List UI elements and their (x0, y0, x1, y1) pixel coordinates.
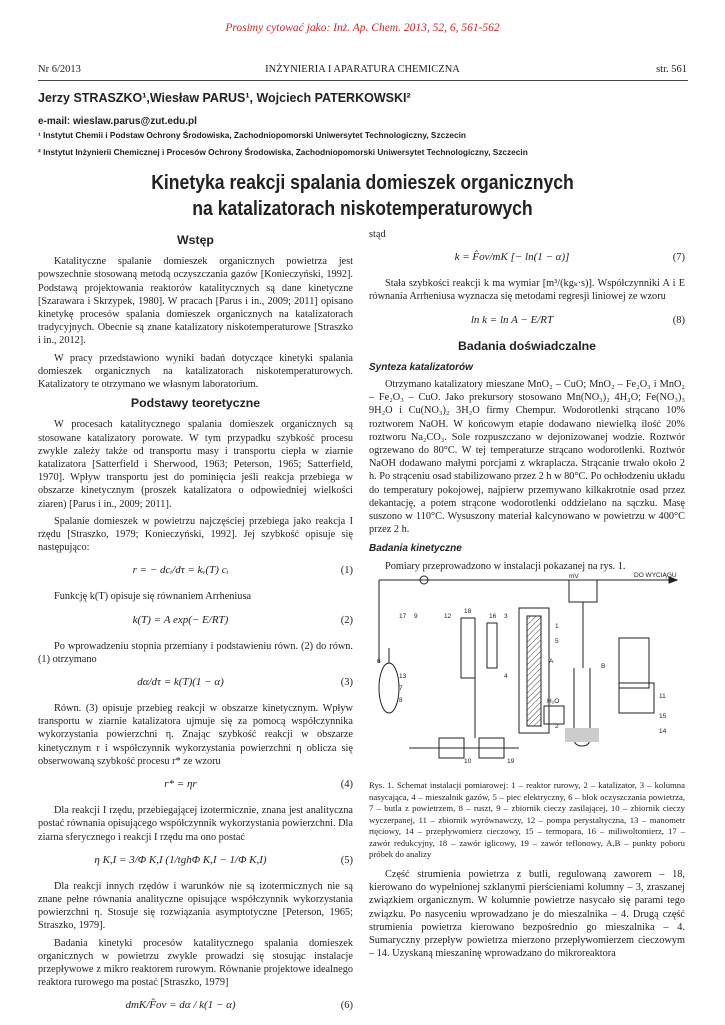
label-5: 5 (555, 638, 559, 645)
label-16: 16 (489, 613, 497, 620)
label-17: 17 (399, 613, 407, 620)
theory-paragraph-1: W procesach katalitycznego spalania domieszek organicznych są stosowane katalizatory porowate. W tym przypadku szybkość procesu zwykle zależy także od transportu masy i transportu ciepła w ziarnie katalizatora [Satterfield i Sherwood, 1963; Peterson, 1965; Satterfield, 1970]. Wpływ transportu jest do pominięcia jeśli reakcja przebiega w obszarze kinetycznym (proszek katalizatora o odpowiedniej wielkości ziaren) [Parus i in., 2009; 2011]. (38, 419, 353, 510)
stad-word: stąd (369, 229, 386, 240)
label-exhaust: DO WYCIĄGU (634, 572, 677, 579)
equation-4-formula: r* = ηr (164, 778, 197, 791)
equation-1-number: (1) (340, 565, 353, 577)
issue-number: Nr 6/2013 (38, 64, 81, 75)
citation-note: Prosimy cytować jako: Inż. Ap. Chem. 2013, 52, 6, 561-562 (225, 22, 500, 34)
intro-paragraph-1: Katalityczne spalanie domieszek organicznych powietrza jest powszechnie stosowaną metodą oczyszczania gazów [Konieczyński, 1992]. Podstawą projektowania reaktorów katalitycznych są dane kinetyczne [Szarawara i Skrzypek, 1980]. W pracach [Parus i in., 2009; 2011] opisano kinetykę procesów spalania domieszek organicznych na katalizatorach tradycyjnych. Obecnie są znane katalizatory niskotemperaturowe [Straszko i in., 2012]. (38, 256, 353, 347)
equation-8-formula: ln k = ln A − E/RT (470, 313, 554, 326)
label-9: 9 (414, 613, 418, 620)
theory-paragraph-3: Funkcję k(T) opisuje się równaniem Arrheniusa (54, 591, 252, 603)
label-4: 4 (504, 673, 508, 680)
equation-6 (38, 995, 353, 1019)
intro-paragraph-2: W pracy przedstawiono wyniki badań dotyczące kinetyki spalania domieszek organicznych na katalizatorach niskotemperaturowych. Katalizatory te otrzymano we własnym laboratorium. (38, 352, 353, 391)
section-intro: Wstęp (177, 233, 214, 247)
label-11: 11 (659, 693, 666, 700)
label-1: 1 (555, 623, 559, 630)
paper-title (44, 170, 682, 222)
procedure-paragraph: Część strumienia powietrza z butli, regulowaną zaworem – 18, kierowano do wypełnionej szklanymi pierścieniami kolumny – 3, zraszanej związkiem organicznym. W kolumnie powietrze nasycało się parami tego związku. Po nasyceniu wprowadzano je do mieszalnika – 4. Drugą część strumienia powietrza kierowano bezpośrednio go mieszalnika – 4. Sumaryczny przepływ powietrza mierzono przepływomierzem cieczowym – 14. Uzyskaną mieszaninę wprowadzano do mikroreaktora (369, 869, 685, 960)
apparatus-schematic (369, 568, 685, 768)
equation-2-formula: k(T) = A exp(− E/RT) (132, 613, 229, 626)
reactor-tube (527, 616, 541, 726)
equation-5-formula: η K,I = 3/Φ K,I (1/tghΦ K,I − 1/Φ K,I) (94, 853, 267, 866)
section-theory: Podstawy teoretyczne (130, 396, 261, 411)
equation-6-number: (6) (340, 1000, 353, 1012)
label-3: 3 (504, 613, 508, 620)
millivoltmeter (569, 580, 597, 602)
theory-paragraph-6: Dla reakcji I rzędu, przebiegającej izotermicznie, znana jest analityczna postać równania opisującego współczynnik wykorzystania powierzchni. Dla ziarna sferycznego i reakcji I rzędu ma ono postać (38, 805, 353, 843)
equation-3-number: (3) (340, 677, 353, 689)
authors: Jerzy STRASZKO¹,Wiesław PARUS¹, Wojciech PATERKOWSKI² (38, 91, 411, 105)
equation-1 (38, 560, 353, 584)
theory-paragraph-8: Badania kinetyki procesów katalitycznego spalania domieszek organicznych w powietrzu zwykle prowadzi się stosując instalacje przepływowe z mikro reaktorem rurowym. Równanie projektowe idealnego reaktora rurowego ma postać [Straszko, 1979] (38, 937, 353, 989)
theory-paragraph-2: Spalanie domieszek w powietrzu najczęściej przebiega jako reakcja I rzędu [Straszko, 1979; Konieczyński, 1992]. Jej szybkość opisuje się następująco: (38, 515, 353, 554)
label-6: 6 (377, 658, 381, 665)
right-paragraph-1: Stała szybkości reakcji k ma wymiar [m³/(kgₖ·s)]. Współczynniki A i E równania Arrheniusa wyznacza się metodami regresji liniowej ze wzoru (369, 278, 685, 303)
label-13: 13 (399, 673, 407, 680)
subsection-kinetics: Badania kinetyczne (369, 543, 462, 555)
label-10: 10 (464, 758, 472, 765)
tank-upper (619, 638, 649, 688)
equation-2-number: (2) (340, 614, 353, 626)
email: e-mail: wieslaw.parus@zut.edu.pl (38, 116, 197, 127)
affiliation-1: ¹ Instytut Chemii i Podstaw Ochrony Środowiska, Zachodniopomorski Uniwersytet Technologiczny, Szczecin (38, 130, 466, 140)
saturation-column (461, 618, 475, 678)
synthesis-paragraph: Otrzymano katalizatory mieszane MnO₂ – CuO; MnO₂ – Fe₂O₃ i MnO₂ – Fe₂O₃ – CuO. Jako prekursory stosowano Mn(NO₃)₂ 4H₂O; Fe(NO₃)₃ 9H₂O i Cu(NO₃)₂ 3H₂O firmy Chempur. Wodorotlenki strącano 10% roztworem NaOH. W końcowym etapie dodawano niewielką ilość 20% roztworu Na₂CO₃. Sole rozpuszczano w dejonizowanej wodzie. Roztwór ogrzewano do 80°C. W tej temperaturze strącano wodorotlenki. Roztwór NaOH dodawano małymi porcjami z wkraplacza. Strącanie trwało około 2 h. Po strąceniu osad stabilizowano przez 2 h w 80°C. Po ochłodzeniu układu do temperatury pokojowej, najpierw przemywano kilkakrotnie osad przez dekantację, a potem strącone wodorotlenki oddzielano na sączku. Masę suszono w 110°C. Wysuszony materiał kalcynowano w powietrzu w 400°C przez 2 h. (369, 379, 685, 536)
label-mv: mV (569, 573, 579, 580)
right-column-bottom (369, 868, 685, 964)
equation-4-number: (4) (340, 779, 353, 791)
page-number: str. 561 (656, 64, 687, 75)
theory-paragraph-4: Po wprowadzeniu stopnia przemiany i podstawieniu równ. (2) do równ. (1) otrzymano (38, 640, 353, 665)
theory-paragraph-7: Dla reakcji innych rzędów i warunków nie są izotermicznych nie są znane pełne równania analityczne opisujące współczynnik wykorzystania powierzchni η. Stosuje się rozwiązania asymptotyczne [Peterson, 1965; Straszko, 1979]. (38, 880, 353, 932)
air-bottle (379, 663, 399, 713)
equation-7-formula: k = F̂ov/mK [− ln(1 − α)] (454, 251, 570, 264)
subsection-synthesis: Synteza katalizatorów (369, 361, 473, 373)
label-a: A (549, 658, 554, 665)
equation-5-number: (5) (340, 854, 353, 866)
water-tank (544, 706, 564, 724)
title-line-2: na katalizatorach niskotemperaturowych (192, 198, 533, 220)
label-7: 7 (399, 685, 403, 692)
label-12: 12 (444, 613, 452, 620)
equation-1-formula: r = − dcᵢ/dτ = kᵥ(T) cᵢ (132, 564, 229, 577)
label-15: 15 (659, 713, 667, 720)
equation-7-number: (7) (672, 252, 685, 264)
rotameter (487, 623, 497, 668)
equation-4 (38, 774, 353, 798)
left-column (38, 228, 353, 1025)
label-19: 19 (507, 758, 515, 765)
label-14: 14 (659, 728, 667, 735)
label-2: 2 (555, 723, 559, 730)
equation-7 (369, 247, 685, 271)
figure-caption: Rys. 1. Schemat instalacji pomiarowej: 1 – reaktor rurowy, 2 – katalizator, 3 – kolumna nasycająca, 4 – mieszalnik gazów, 5 – piec elektryczny, 6 – blok oczyszczania powietrza, 7 – butla z powietrzem, 8 – ruszt, 9 – zbiornik cieczy zasilającej, 10 – zbiornik cieczy wyczerpanej, 11 – zbiornik wyrównawczy, 12 – pompa perystaltyczna, 13 – manometr rtęciowy, 14 – przepływomierz cieczowy, 15 – termopara, 16 – miliwoltomierz, 17 – zawór redukcyjny, 18 – zawór iglicowy, 19 – zawór teflonowy, A,B – punkty poboru próbek do analizy (369, 780, 685, 859)
header-rule (38, 80, 688, 81)
label-b: B (601, 663, 606, 670)
equation-3-formula: dα/dτ = k(T)(1 − α) (137, 676, 224, 689)
equation-6-formula: dmK/F̂ov = dα / k(1 − α) (125, 999, 236, 1012)
right-column-top (369, 228, 685, 577)
affiliation-2: ² Instytut Inżynierii Chemicznej i Procesów Ochrony Środowiska, Zachodniopomorski Uniwersytet Technologiczny, Szczecin (38, 147, 528, 157)
equation-8 (369, 310, 685, 334)
equation-2 (38, 610, 353, 634)
theory-paragraph-5: Równ. (3) opisuje przebieg reakcji w obszarze kinetycznym. Wpływ transportu w ziarnie katalizatora ujmuje się za pomocą współczynnika wykorzystania powierzchni η. Znając szybkość reakcji w obszarze kinetycznym r i współczynnik wykorzystania powierzchni η oblicza się obserwowaną szybkość procesu r* ze wzoru (38, 703, 353, 767)
label-h2o: H₂O (547, 698, 560, 705)
kinetics-paragraph: Pomiary przeprowadzono w instalacji pokazanej na rys. 1. (385, 560, 626, 572)
equation-8-number: (8) (672, 314, 685, 326)
title-line-1: Kinetyka reakcji spalania domieszek organicznych (151, 172, 574, 194)
journal-name: INŻYNIERIA I APARATURA CHEMICZNA (265, 64, 460, 75)
label-8: 8 (399, 697, 403, 704)
equation-5 (38, 850, 353, 874)
label-18: 18 (464, 608, 472, 615)
section-experimental: Badania doświadczalne (457, 338, 597, 353)
equation-3 (38, 672, 353, 696)
